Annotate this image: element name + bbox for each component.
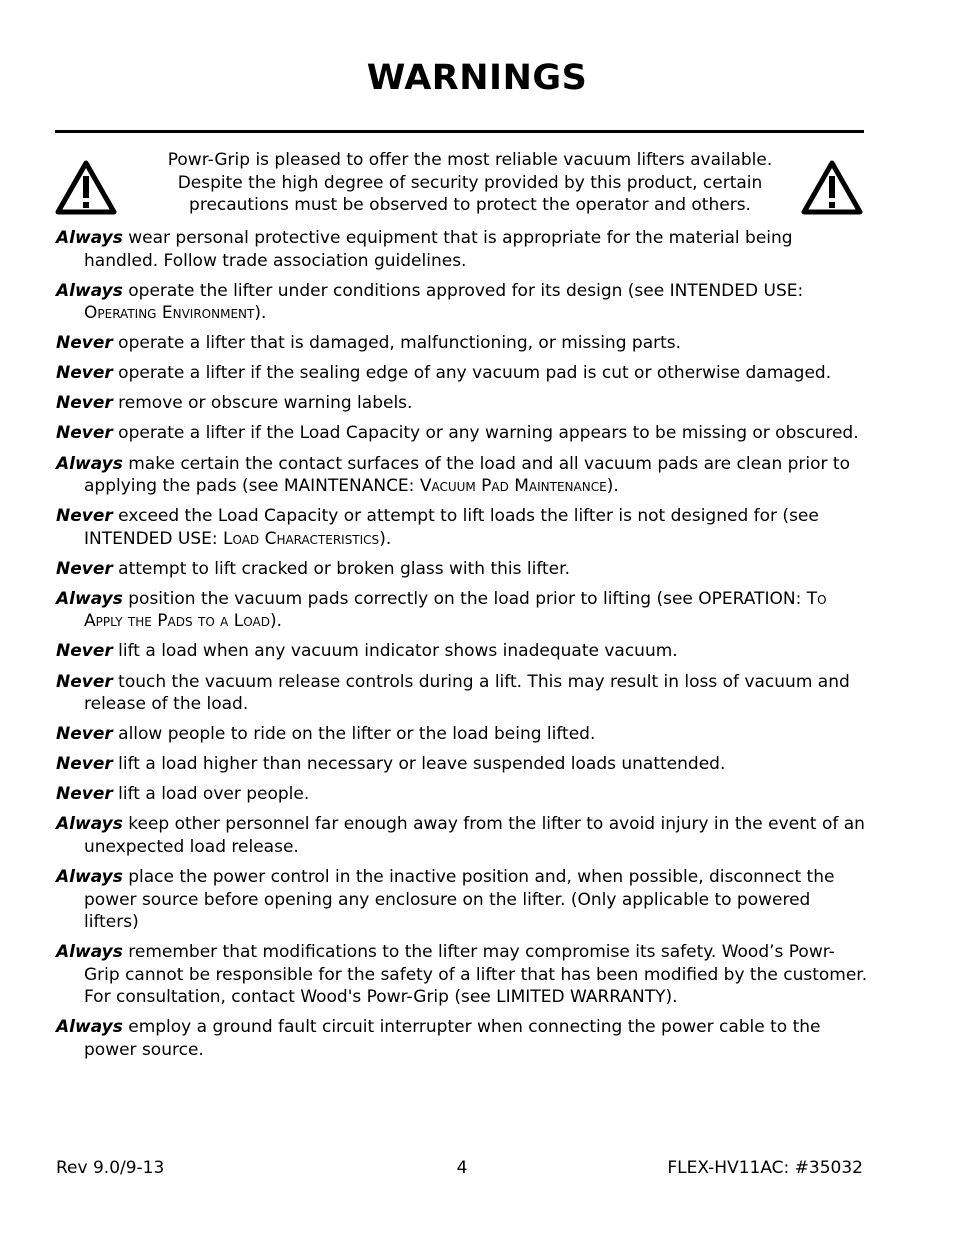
- warning-keyword: Never: [56, 393, 113, 414]
- warning-keyword: Never: [56, 333, 113, 354]
- warning-keyword: Never: [56, 363, 113, 384]
- warning-triangle-icon: [800, 158, 864, 216]
- warning-item: [56, 227, 868, 272]
- footer-model: FLEX-HV11AC: #35032: [667, 1158, 863, 1178]
- warning-item: [56, 753, 868, 776]
- warning-keyword: Never: [56, 671, 113, 692]
- warning-text: ).: [379, 528, 392, 549]
- warning-text: allow people to ride on the lifter or the load being lifted.: [112, 724, 596, 745]
- warning-text: lift a load when any vacuum indicator shows inadequate vacuum.: [112, 641, 678, 662]
- warning-triangle-icon: [54, 158, 118, 216]
- warning-text: wear personal protective equipment that is appropriate for the material being handled. Follow trade association guidelines.: [84, 228, 793, 271]
- warning-keyword: Always: [56, 814, 123, 835]
- warning-text: operate a lifter that is damaged, malfunctioning, or missing parts.: [112, 333, 682, 354]
- section-reference: Load Characteristics: [223, 528, 380, 549]
- warning-item: [56, 392, 868, 415]
- warning-keyword: Never: [56, 423, 113, 444]
- warning-item: [56, 1016, 868, 1061]
- warning-item: [56, 280, 868, 325]
- warning-text: position the vacuum pads correctly on the load prior to lifting (see OPERATION:: [122, 588, 807, 609]
- warning-item: [56, 362, 868, 385]
- warning-item: [56, 941, 868, 1009]
- intro-line: precautions must be observed to protect the operator and others.: [189, 195, 751, 215]
- intro-line: Despite the high degree of security provided by this product, certain: [177, 172, 763, 193]
- warning-item: [56, 640, 868, 663]
- warning-list: [56, 227, 868, 1069]
- warning-keyword: Never: [56, 558, 113, 579]
- warning-keyword: Always: [56, 453, 123, 474]
- warning-text: remember that modifications to the lifter may compromise its safety. Wood’s Powr-Grip cannot be responsible for the safety of a lifter that has been modified by the customer. For consultation, contact Wood's Powr-Grip (see LIMITED WARRANTY).: [84, 942, 868, 1008]
- warning-keyword: Never: [56, 784, 113, 805]
- warning-text: touch the vacuum release controls during a lift. This may result in loss of vacuum and release of the load.: [84, 671, 850, 715]
- warning-text: employ a ground fault circuit interrupter when connecting the power cable to the power source.: [84, 1017, 821, 1060]
- warning-item: [56, 505, 868, 550]
- warning-text: place the power control in the inactive position and, when possible, disconnect the power source before opening any enclosure on the lifter. (Only applicable to powered lifters): [84, 867, 835, 932]
- warning-text: exceed the Load Capacity or attempt to lift loads the lifter is not designed for (see INTENDED USE:: [84, 506, 819, 549]
- warning-item: [56, 723, 868, 746]
- footer-revision: Rev 9.0/9-13: [56, 1158, 165, 1178]
- warning-item: [56, 671, 868, 716]
- title-divider: [55, 130, 864, 133]
- warning-item: [56, 866, 868, 934]
- warning-text: remove or obscure warning labels.: [112, 393, 413, 414]
- section-reference: Vacuum Pad Maintenance: [419, 476, 607, 497]
- warning-text: operate the lifter under conditions approved for its design (see INTENDED USE:: [122, 280, 804, 301]
- intro-line: Powr-Grip is pleased to offer the most reliable vacuum lifters available.: [167, 150, 773, 170]
- warning-keyword: Always: [56, 1017, 123, 1038]
- warning-item: [56, 453, 868, 498]
- warning-item: [56, 813, 868, 858]
- warning-item: [56, 422, 868, 445]
- warning-text: ).: [269, 611, 282, 632]
- section-reference: To Apply the Pads to a Load: [84, 588, 827, 632]
- warning-item: [56, 332, 868, 355]
- footer-page-number: 4: [456, 1158, 468, 1178]
- warning-text: make certain the contact surfaces of the load and all vacuum pads are clean prior to applying the pads (see MAINTENANCE:: [84, 453, 850, 497]
- warning-keyword: Always: [56, 280, 123, 301]
- warning-text: ).: [254, 303, 267, 324]
- warning-text: operate a lifter if the Load Capacity or any warning appears to be missing or obscured.: [112, 423, 859, 444]
- warning-keyword: Always: [56, 942, 123, 963]
- warning-keyword: Never: [56, 641, 113, 662]
- warning-text: attempt to lift cracked or broken glass with this lifter.: [112, 558, 570, 579]
- warning-text: lift a load higher than necessary or leave suspended loads unattended.: [112, 754, 726, 775]
- warning-keyword: Never: [56, 754, 113, 775]
- warning-keyword: Never: [56, 724, 113, 745]
- warning-item: [56, 783, 868, 806]
- intro-text: [140, 149, 800, 217]
- warning-keyword: Always: [56, 867, 123, 887]
- warning-keyword: Always: [56, 588, 123, 609]
- page-title: WARNINGS: [366, 58, 588, 98]
- warning-item: [56, 558, 868, 581]
- warning-keyword: Always: [56, 228, 123, 248]
- warning-keyword: Never: [56, 506, 113, 527]
- warning-text: lift a load over people.: [112, 784, 310, 805]
- warning-item: [56, 588, 868, 633]
- warning-text: ).: [606, 476, 619, 497]
- section-reference: Operating Environment: [84, 303, 255, 324]
- warning-text: operate a lifter if the sealing edge of any vacuum pad is cut or otherwise damaged.: [112, 363, 832, 384]
- warning-text: keep other personnel far enough away from the lifter to avoid injury in the event of an unexpected load release.: [84, 814, 865, 857]
